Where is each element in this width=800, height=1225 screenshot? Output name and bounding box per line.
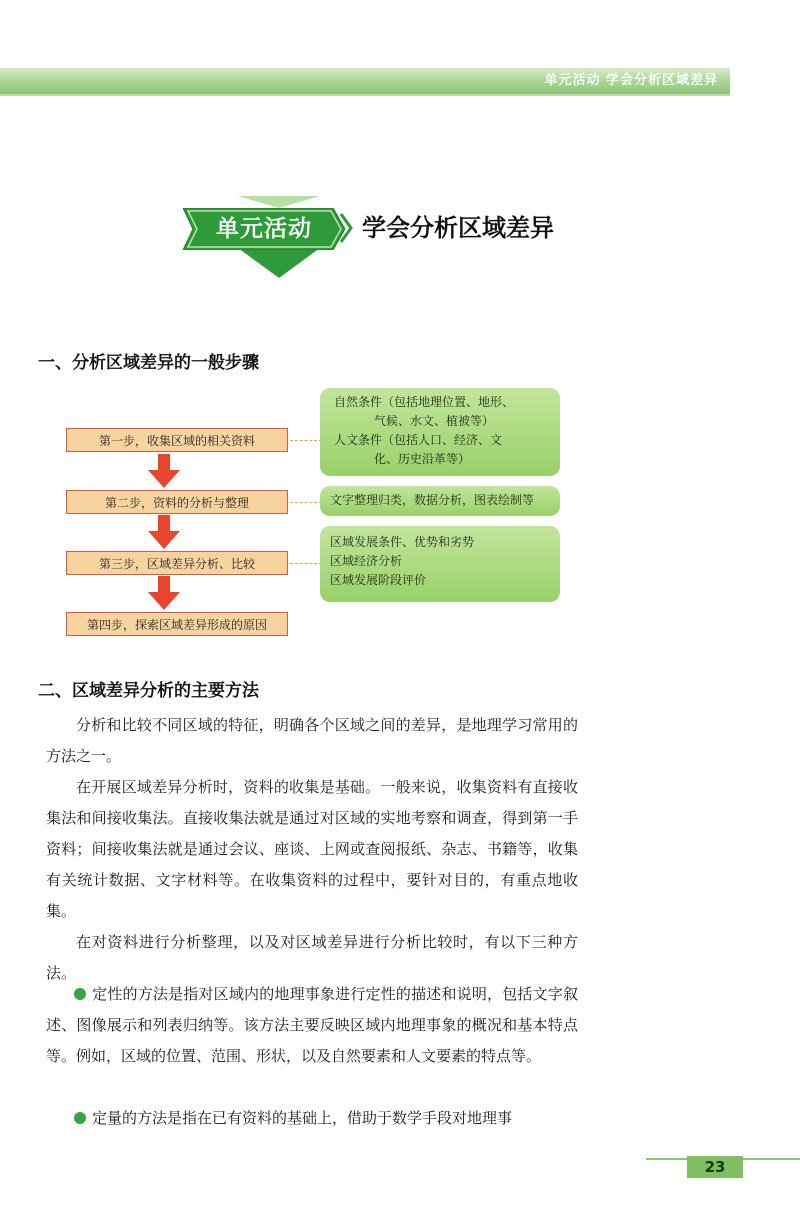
- bullet-text: 定量的方法是指在已有资料的基础上，借助于数学手段对地理事: [92, 1109, 513, 1127]
- page-number: 23: [687, 1156, 743, 1178]
- badge-label: 单元活动: [216, 216, 312, 242]
- note-box-1: [320, 388, 560, 476]
- note-line: 自然条件（包括地理位置、地形、: [334, 395, 515, 409]
- down-arrow-icon: [146, 454, 182, 489]
- note-box-3: [320, 526, 560, 602]
- bullet-icon: [74, 1112, 86, 1124]
- down-arrow-icon: [146, 515, 182, 550]
- note-box-2: [320, 486, 560, 516]
- note-line: 文字整理归类，数据分析，图表绘制等: [330, 493, 535, 507]
- note-line: 化、历史沿革等）: [374, 452, 471, 466]
- bullet-text: 定性的方法是指对区域内的地理事象进行定性的描述和说明，包括文字叙述、图像展示和列表归纳等。该方法主要反映区域内地理事象的概况和基本特点等。例如，区域的位置、范围、形状，以及自然要素和人文要素的特点等。: [46, 985, 578, 1065]
- title-decoration-top: [238, 196, 320, 208]
- note-line: 人文条件（包括人口、经济、文: [334, 433, 503, 447]
- bullet-paragraph: [46, 979, 578, 1103]
- note-line: 区域经济分析: [330, 554, 403, 568]
- connector-line: [290, 502, 322, 503]
- down-arrow-icon: [146, 576, 182, 611]
- title-decoration-triangle: [238, 248, 320, 278]
- running-header-title: 单元活动 学会分析区域差异: [544, 73, 718, 88]
- note-line: 气候、水文、植被等）: [374, 414, 495, 428]
- note-line: 区域发展条件、优势和劣势: [330, 535, 475, 549]
- section-heading-steps: 一、分析区域差异的一般步骤: [38, 353, 259, 373]
- connector-line: [290, 563, 322, 564]
- step-3: 第三步，区域差异分析、比较: [66, 551, 288, 575]
- step-1: 第一步，收集区域的相关资料: [66, 428, 288, 452]
- note-line: 区域发展阶段评价: [330, 573, 427, 587]
- step-2: 第二步，资料的分析与整理: [66, 490, 288, 514]
- bullet-paragraph: [46, 1103, 578, 1134]
- paragraph: 分析和比较不同区域的特征，明确各个区域之间的差异，是地理学习常用的方法之一。: [46, 716, 578, 765]
- section-heading-methods: 二、区域差异分析的主要方法: [38, 681, 259, 701]
- paragraph: 在开展区域差异分析时，资料的收集是基础。一般来说，收集资料有直接收集法和间接收集法。直接收集法就是通过对区域的实地考察和调查，得到第一手资料；间接收集法就是通过会议、座谈、上网或查阅报纸、杂志、书籍等，收集有关统计数据、文字材料等。在收集资料的过程中，要针对目的，有重点地收集。: [46, 778, 578, 920]
- bullet-icon: [74, 988, 86, 1000]
- connector-line: [290, 440, 322, 441]
- title-chevron-icon: [338, 210, 354, 246]
- page-title: 学会分析区域差异: [362, 214, 554, 242]
- unit-activity-badge: [183, 208, 345, 250]
- paragraph: 在对资料进行分析整理，以及对区域差异进行分析比较时，有以下三种方法。: [46, 933, 578, 982]
- step-4: 第四步，探索区域差异形成的原因: [66, 612, 288, 636]
